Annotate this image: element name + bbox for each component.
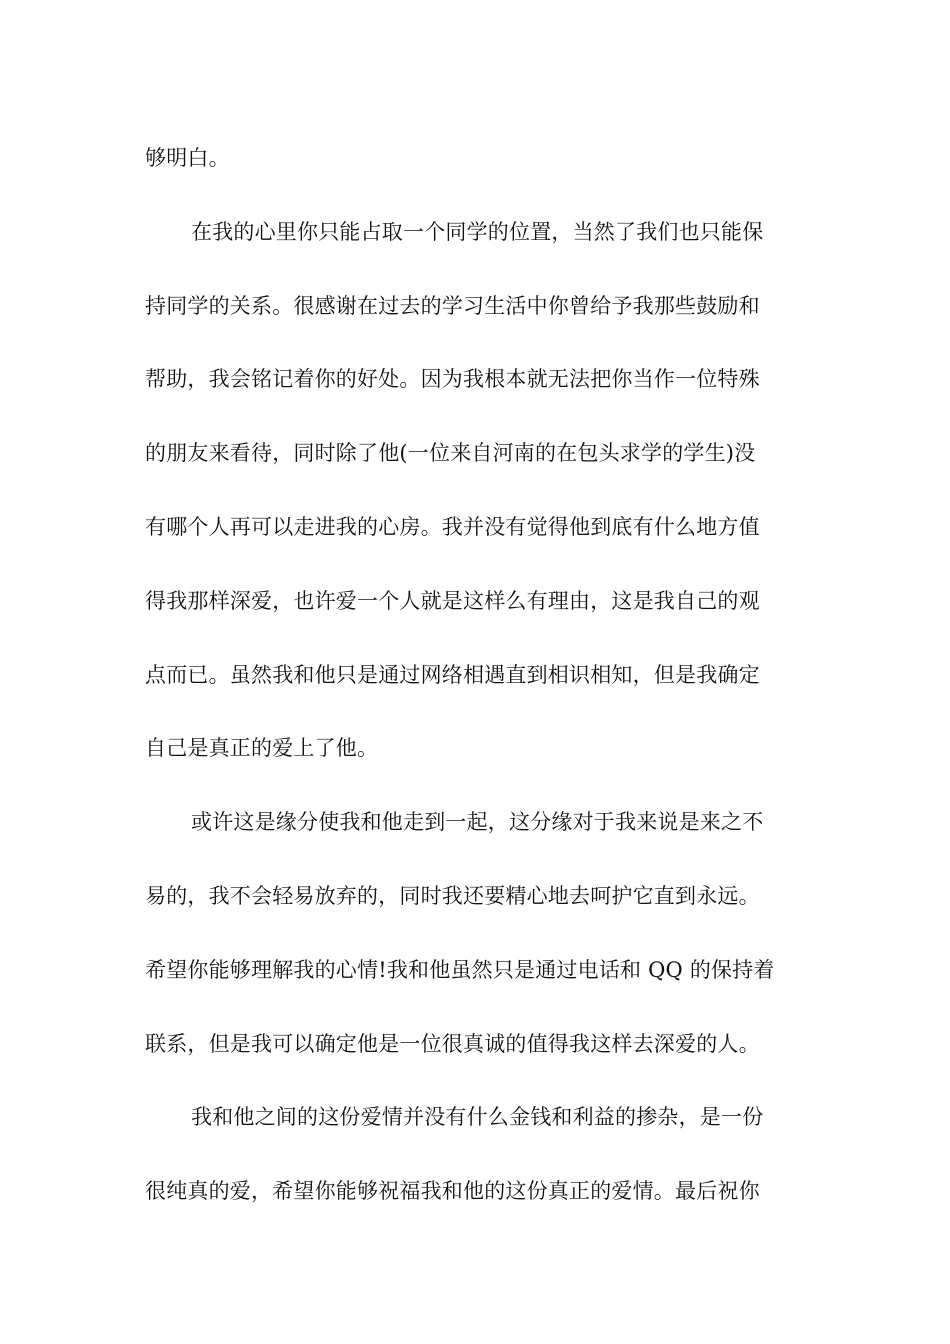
text-line: 持同学的关系。很感谢在过去的学习生活中你曾给予我那些鼓励和 bbox=[145, 293, 760, 318]
text-line: 有哪个人再可以走进我的心房。我并没有觉得他到底有什么地方值 bbox=[145, 514, 760, 539]
paragraph-start-line: 或许这是缘分使我和他走到一起，这分缘对于我来说是来之不 bbox=[191, 810, 764, 835]
text-line: 的朋友来看待，同时除了他(一位来自河南的在包头求学的学生)没 bbox=[145, 441, 756, 466]
text-line: 易的，我不会轻易放弃的，同时我还要精心地去呵护它直到永远。 bbox=[145, 883, 760, 908]
paragraph-start-line: 我和他之间的这份爱情并没有什么金钱和利益的掺杂，是一份 bbox=[191, 1105, 764, 1130]
text-line: 够明白。 bbox=[145, 146, 230, 170]
text-line: 点而已。虽然我和他只是通过网络相遇直到相识相知，但是我确定 bbox=[145, 662, 760, 687]
text-line: 希望你能够理解我的心情!我和他虽然只是通过电话和 QQ 的保持着 bbox=[145, 957, 775, 982]
paragraph-start-line: 在我的心里你只能占取一个同学的位置，当然了我们也只能保 bbox=[191, 219, 764, 244]
text-line: 得我那样深爱，也许爱一个人就是这样么有理由，这是我自己的观 bbox=[145, 588, 760, 613]
text-line: 联系，但是我可以确定他是一位很真诚的值得我这样去深爱的人。 bbox=[145, 1031, 760, 1056]
text-line: 很纯真的爱，希望你能够祝福我和他的这份真正的爱情。最后祝你 bbox=[145, 1179, 760, 1204]
letter-body bbox=[145, 122, 810, 1229]
text-line: 自己是真正的爱上了他。 bbox=[145, 736, 379, 761]
text-line: 帮助，我会铭记着你的好处。因为我根本就无法把你当作一位特殊 bbox=[145, 367, 760, 392]
